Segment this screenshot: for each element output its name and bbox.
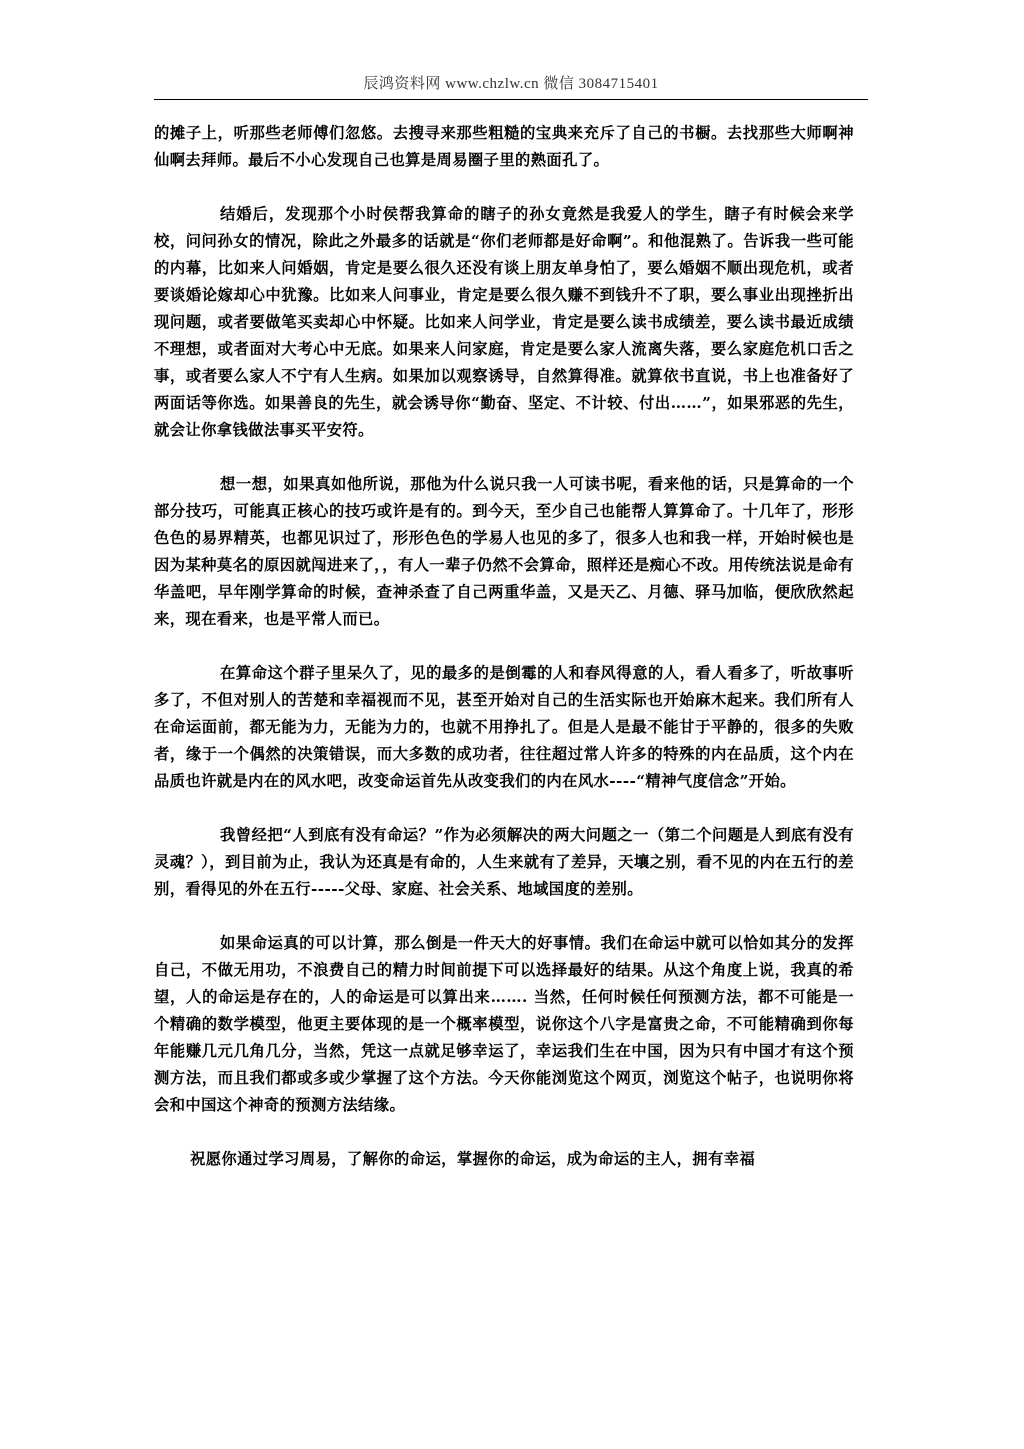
paragraph-gap: [154, 633, 854, 660]
paragraph-2: 结婚后，发现那个小时侯帮我算命的瞎子的孙女竟然是我爱人的学生，瞎子有时候会来学校，问问孙女的情况，除此之外最多的话就是“你们老师都是好命啊”。和他混熟了。告诉我一些可能的内幕，比如来人问婚姻，肯定是要么很久还没有谈上朋友单身怕了，要么婚姻不顺出现危机，或者要谈婚论嫁却心中犹豫。比如来人问事业，肯定是要么很久赚不到钱升不了职，要么事业出现挫折出现问题，或者要做笔买卖却心中怀疑。比如来人问学业，肯定是要么读书成绩差，要么读书最近成绩不理想，或者面对大考心中无底。如果来人问家庭，肯定是要么家人流离失落，要么家庭危机口舌之事，或者要么家人不宁有人生病。如果加以观察诱导，自然算得准。就算依书直说，书上也准备好了两面话等你选。如果善良的先生，就会诱导你“勤奋、坚定、不计较、付出……”，如果邪恶的先生，就会让你拿钱做法事买平安符。: [154, 205, 854, 439]
header-divider: [154, 99, 868, 100]
page-header: 辰鸿资料网 www.chzlw.cn 微信 3084715401: [363, 76, 659, 92]
paragraph-3: 想一想，如果真如他所说，那他为什么说只我一人可读书呢，看来他的话，只是算命的一个部分技巧，可能真正核心的技巧或许是有的。到今天，至少自己也能帮人算算命了。十几年了，形形色色的易界精英，也都见识过了，形形色色的学易人也见的多了，很多人也和我一样，开始时候也是因为某种莫名的原因就闯进来了，，有人一辈子仍然不会算命，照样还是痴心不改。用传统法说是命有华盖吧，早年刚学算命的时候，查神杀查了自己两重华盖，又是天乙、月德、驿马加临，便欣欣然起来，现在看来，也是平常人而已。: [154, 475, 854, 628]
document-body: [154, 120, 854, 1173]
paragraph-7: 祝愿你通过学习周易，了解你的命运，掌握你的命运，成为命运的主人，拥有幸福: [190, 1150, 756, 1168]
paragraph-6: 如果命运真的可以计算，那么倒是一件天大的好事情。我们在命运中就可以恰如其分的发挥自己，不做无用功，不浪费自己的精力时间前提下可以选择最好的结果。从这个角度上说，我真的希望，人的命运是存在的，人的命运是可以算出来……. 当然，任何时候任何预测方法，都不可能是一个精确的数学模型，他更主要体现的是一个概率模型，说你这个八字是富贵之命，不可能精确到你每年能赚几元几角几分，当然，凭这一点就足够幸运了，幸运我们生在中国，因为只有中国才有这个预测方法，而且我们都或多或少掌握了这个方法。今天你能浏览这个网页，浏览这个帖子，也说明你将会和中国这个神奇的预测方法结缘。: [154, 934, 854, 1114]
paragraph-gap: [154, 1119, 854, 1146]
paragraph-gap: [154, 903, 854, 930]
paragraph-5: 我曾经把“人到底有没有命运？”作为必须解决的两大问题之一（第二个问题是人到底有没有灵魂？），到目前为止，我认为还真是有命的，人生来就有了差异，天壤之别，看不见的内在五行的差别，看得见的外在五行-----父母、家庭、社会关系、地域国度的差别。: [154, 826, 854, 898]
paragraph-gap: [154, 795, 854, 822]
paragraph-1: 的摊子上，听那些老师傅们忽悠。去搜寻来那些粗糙的宝典来充斥了自己的书橱。去找那些大师啊神仙啊去拜师。最后不小心发现自己也算是周易圈子里的熟面孔了。: [154, 124, 854, 169]
paragraph-gap: [154, 444, 854, 471]
paragraph-4: 在算命这个群子里呆久了，见的最多的是倒霉的人和春风得意的人，看人看多了，听故事听多了，不但对别人的苦楚和幸福视而不见，甚至开始对自己的生活实际也开始麻木起来。我们所有人在命运面前，都无能为力，无能为力的，也就不用挣扎了。但是人是最不能甘于平静的，很多的失败者，缘于一个偶然的决策错误，而大多数的成功者，往往超过常人许多的特殊的内在品质，这个内在品质也许就是内在的风水吧，改变命运首先从改变我们的内在风水----“精神气度信念”开始。: [154, 664, 854, 790]
paragraph-gap: [154, 174, 854, 201]
